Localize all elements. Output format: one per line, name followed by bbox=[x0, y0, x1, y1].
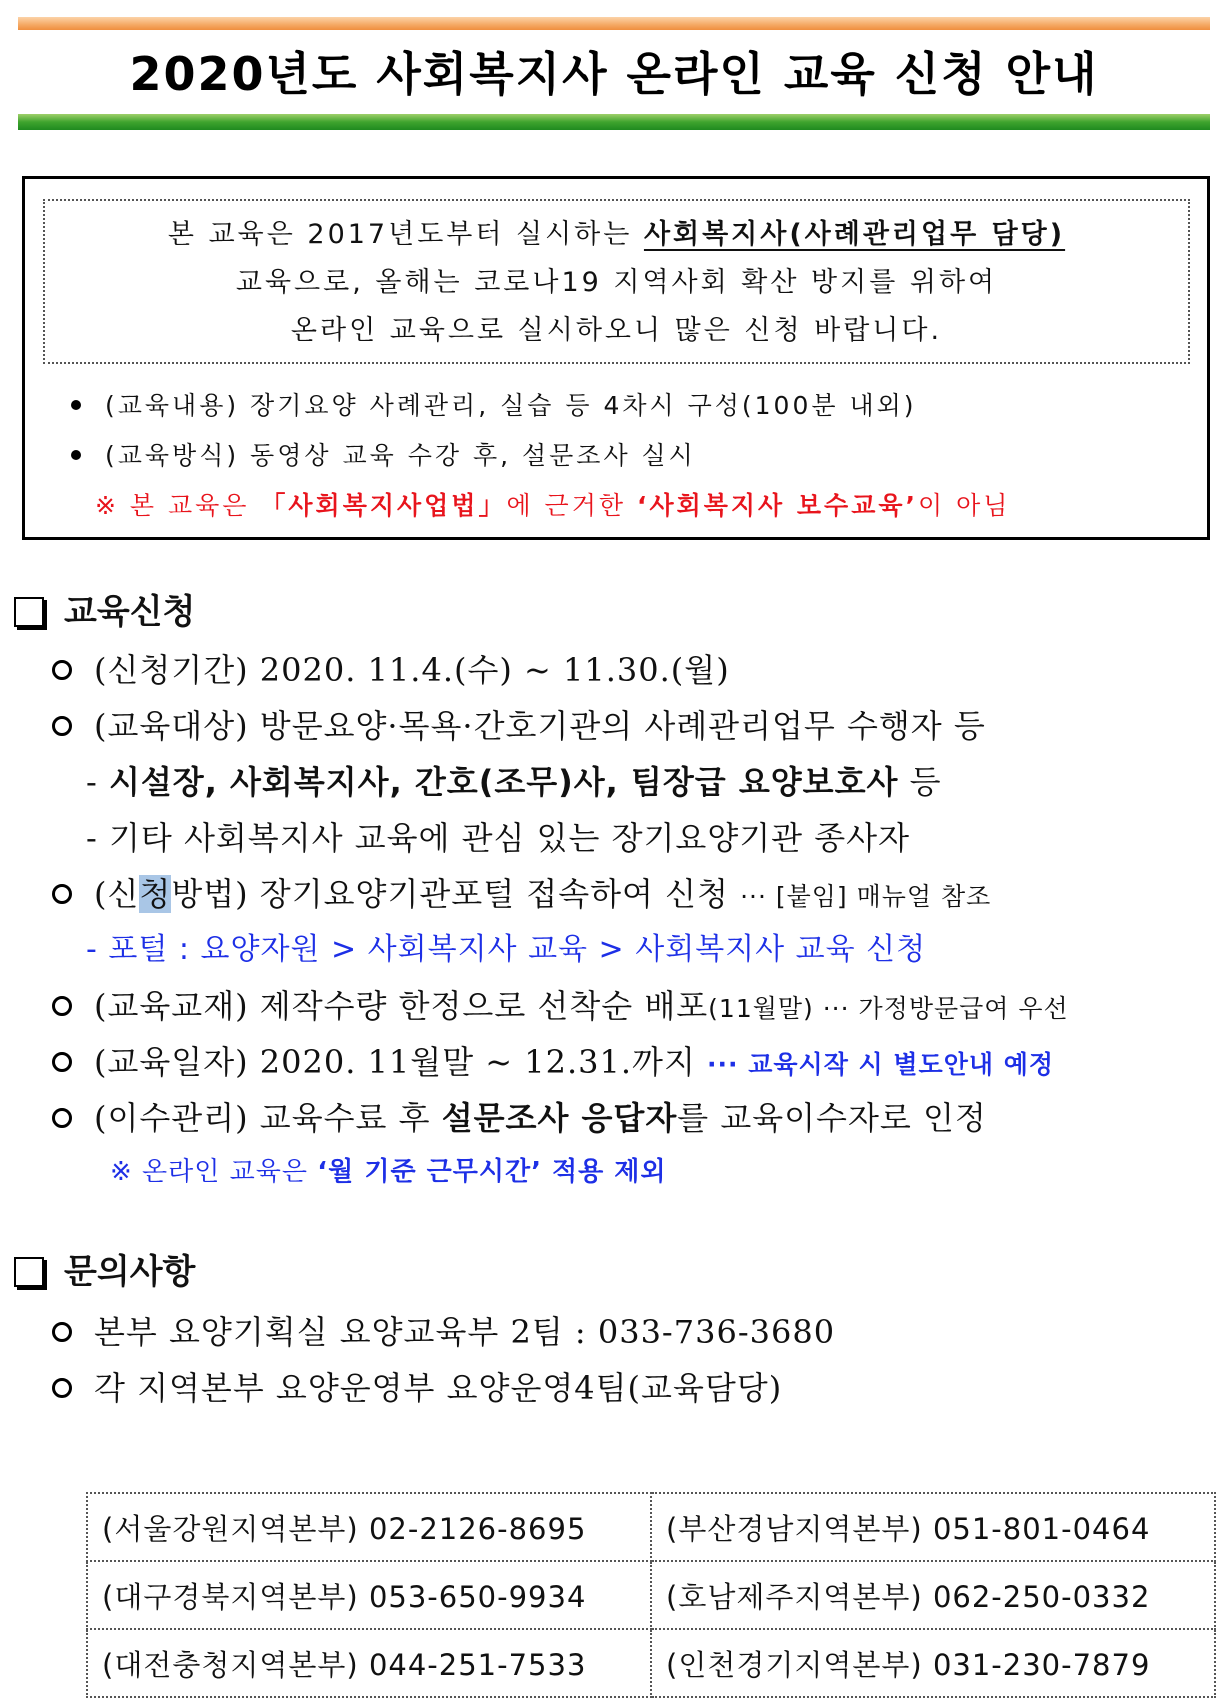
target-tail: 등 bbox=[898, 763, 942, 801]
notice-law: 「사회복지사업법」 bbox=[260, 491, 507, 520]
circle-bullet-icon bbox=[52, 1108, 72, 1128]
list-item bbox=[52, 872, 991, 919]
circle-bullet-icon bbox=[52, 660, 72, 680]
online-note bbox=[110, 1150, 667, 1194]
list-item bbox=[52, 1096, 987, 1140]
intro-box bbox=[22, 176, 1210, 540]
circle-bullet-icon bbox=[52, 884, 72, 904]
completion-text: (이수관리) 교육수료 후 bbox=[94, 1099, 442, 1137]
material-note: (11월말) ··· 가정방문급여 우선 bbox=[708, 994, 1069, 1023]
section-heading-inquiry bbox=[14, 1250, 195, 1294]
target-roles: 시설장, 사회복지사, 간호(조무)사, 팀장급 요양보호사 bbox=[108, 763, 899, 801]
circle-bullet-icon bbox=[52, 1378, 72, 1398]
method-text: 방법) 장기요양기관포털 접속하여 신청 bbox=[171, 875, 741, 913]
circle-bullet-icon bbox=[52, 1052, 72, 1072]
bullet-text: (교육내용) 장기요양 사례관리, 실습 등 4차시 구성(100분 내외) bbox=[105, 391, 917, 420]
regional-contact: 각 지역본부 요양운영부 요양운영4팀(교육담당) bbox=[94, 1369, 783, 1407]
circle-bullet-icon bbox=[52, 996, 72, 1016]
bullet-dot-icon bbox=[71, 450, 81, 460]
list-item bbox=[52, 1366, 782, 1410]
note-bold: ‘월 기준 근무시간’ 적용 제외 bbox=[317, 1157, 667, 1187]
portal-path: - 포털 : 요양자원 > 사회복지사 교육 > 사회복지사 교육 신청 bbox=[86, 932, 927, 967]
intro-bullets bbox=[59, 381, 1199, 531]
schedule-note: ··· 교육시작 시 별도안내 예정 bbox=[707, 1050, 1055, 1079]
notice-text: ※ 본 교육은 bbox=[95, 491, 261, 520]
period-text: (신청기간) 2020. 11.4.(수) ~ 11.30.(월) bbox=[94, 651, 730, 689]
intro-line-1-text: 본 교육은 2017년도부터 실시하는 bbox=[167, 219, 644, 250]
hq-contact: 본부 요양기획실 요양교육부 2팀 : 033-736-3680 bbox=[94, 1313, 836, 1351]
intro-line-1 bbox=[45, 211, 1188, 259]
page-title: 2020년도 사회복지사 온라인 교육 신청 안내 bbox=[129, 47, 1099, 101]
table-cell: (대구경북지역본부) 053-650-9934 bbox=[87, 1561, 651, 1629]
sub-item: - 시설장, 사회복지사, 간호(조무)사, 팀장급 요양보호사 등 bbox=[86, 763, 942, 801]
schedule-text: (교육일자) 2020. 11월말 ~ 12.31.까지 bbox=[94, 1043, 708, 1081]
red-notice bbox=[59, 481, 1199, 531]
intro-bullet-item bbox=[59, 431, 1199, 481]
notice-text: 에 근거한 bbox=[506, 491, 637, 520]
list-item bbox=[52, 648, 730, 692]
section-heading-text: 문의사항 bbox=[64, 1252, 196, 1292]
table-cell: (인천경기지역본부) 031-230-7879 bbox=[651, 1629, 1215, 1697]
circle-bullet-icon bbox=[52, 1322, 72, 1342]
sub-item: - 기타 사회복지사 교육에 관심 있는 장기요양기관 종사자 bbox=[86, 819, 910, 857]
bullet-text: (교육방식) 동영상 교육 수강 후, 설문조사 실시 bbox=[105, 441, 696, 470]
contacts-table bbox=[86, 1492, 1216, 1698]
list-item bbox=[52, 704, 986, 748]
list-item bbox=[52, 1310, 835, 1354]
intro-line-2: 교육으로, 올해는 코로나19 지역사회 확산 방지를 위하여 bbox=[235, 267, 998, 298]
notice-education: ‘사회복지사 보수교육’ bbox=[636, 491, 919, 520]
intro-summary bbox=[43, 199, 1190, 364]
notice-text: 이 아님 bbox=[918, 491, 1011, 520]
bullet-dot-icon bbox=[71, 400, 81, 410]
method-text: (신 bbox=[94, 875, 140, 913]
list-item bbox=[52, 984, 1069, 1031]
section-heading-text: 교육신청 bbox=[64, 592, 196, 632]
material-text: (교육교재) 제작수량 한정으로 선착순 배포 bbox=[94, 987, 709, 1025]
circle-bullet-icon bbox=[52, 716, 72, 736]
intro-highlight: 사회복지사(사례관리업무 담당) bbox=[643, 219, 1066, 250]
completion-text: 를 교육이수자로 인정 bbox=[677, 1099, 987, 1137]
table-cell: (호남제주지역본부) 062-250-0332 bbox=[651, 1561, 1215, 1629]
table-cell: (대전충청지역본부) 044-251-7533 bbox=[87, 1629, 651, 1697]
top-orange-bar bbox=[18, 17, 1210, 30]
intro-bullet-item bbox=[59, 381, 1199, 431]
selected-text[interactable]: 청 bbox=[139, 875, 172, 913]
title-green-bar bbox=[18, 114, 1210, 130]
table-row bbox=[87, 1493, 1215, 1561]
table-cell: (서울강원지역본부) 02-2126-8695 bbox=[87, 1493, 651, 1561]
intro-line-3: 온라인 교육으로 실시하오니 많은 신청 바랍니다. bbox=[290, 315, 943, 346]
table-row bbox=[87, 1629, 1215, 1697]
note-text: ※ 온라인 교육은 bbox=[110, 1157, 318, 1187]
checkbox-square-icon bbox=[14, 1257, 44, 1287]
method-note: ··· [붙임] 매뉴얼 참조 bbox=[740, 882, 992, 911]
target-text: (교육대상) 방문요양·목욕·간호기관의 사례관리업무 수행자 등 bbox=[94, 707, 986, 745]
table-cell: (부산경남지역본부) 051-801-0464 bbox=[651, 1493, 1215, 1561]
section-heading-application bbox=[14, 590, 195, 634]
table-row bbox=[87, 1561, 1215, 1629]
checkbox-square-icon bbox=[14, 597, 44, 627]
list-item bbox=[52, 1040, 1054, 1087]
completion-bold: 설문조사 응답자 bbox=[441, 1099, 678, 1137]
